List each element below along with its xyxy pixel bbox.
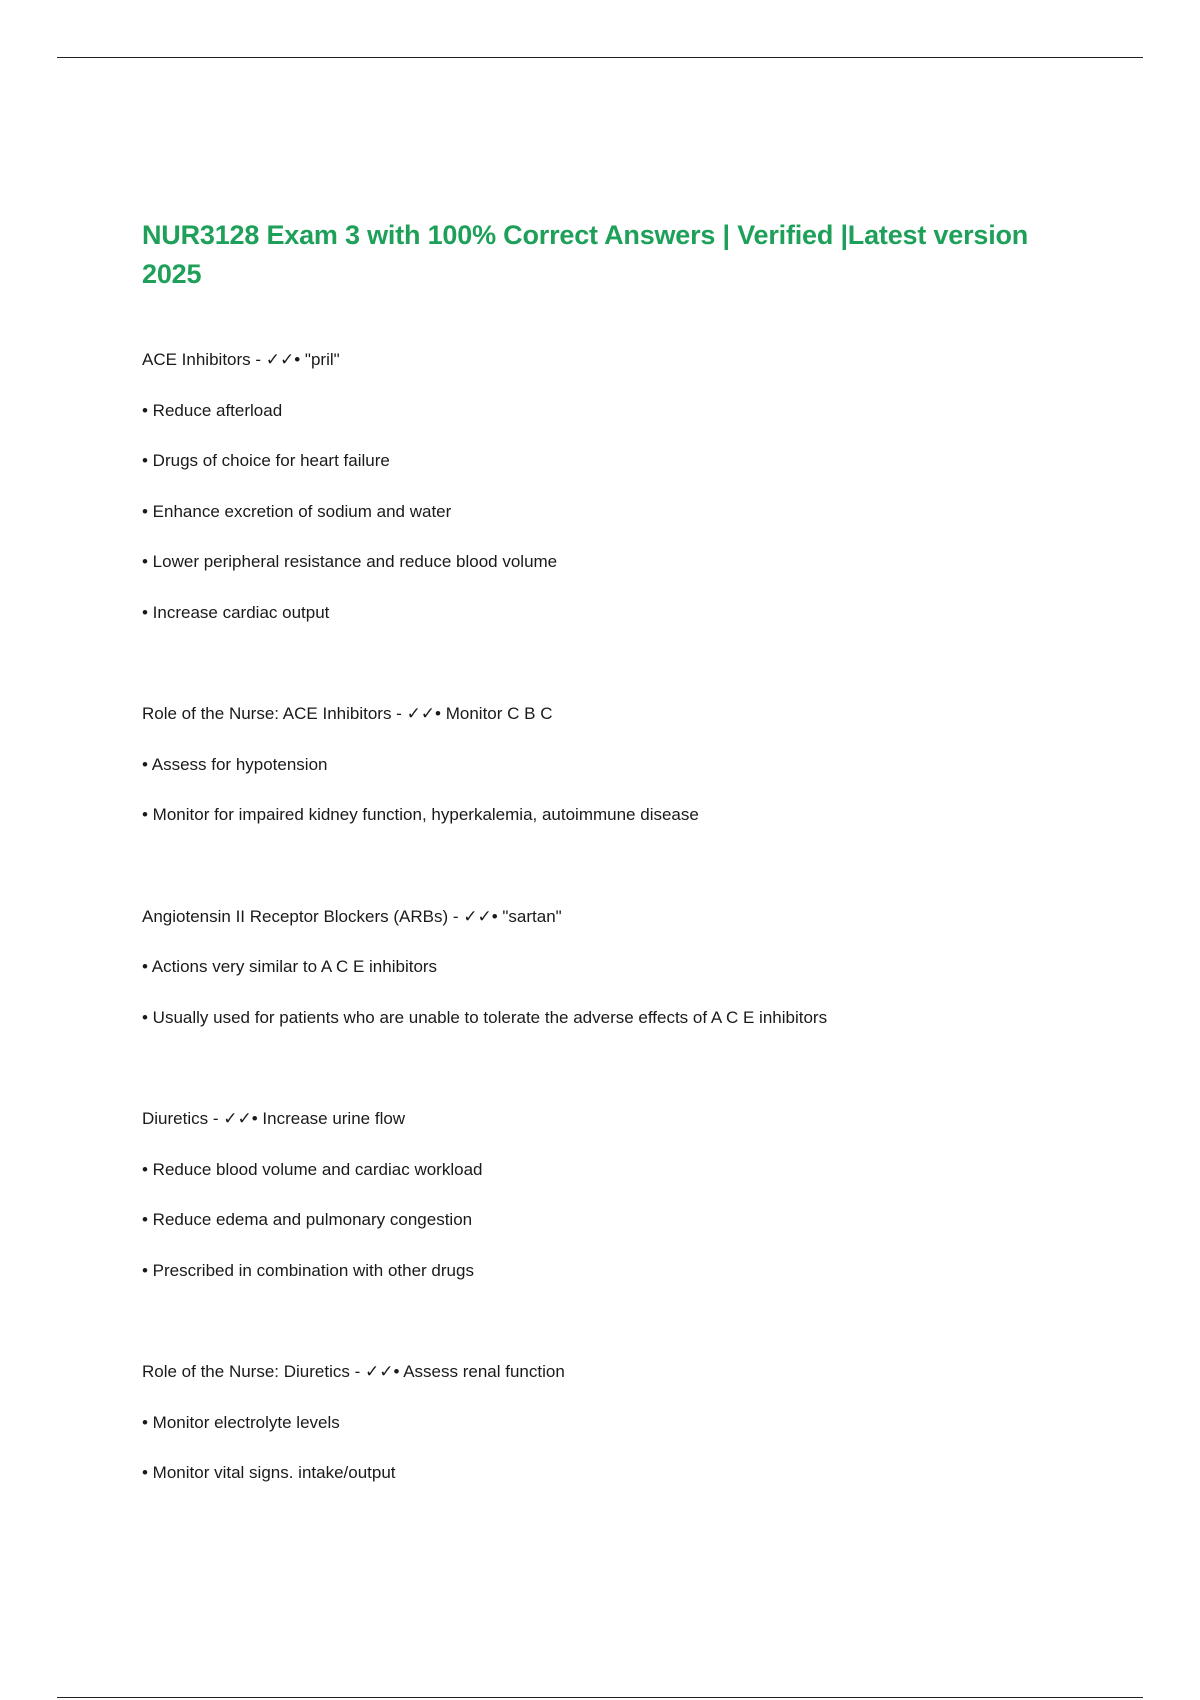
section-heading: Role of the Nurse: Diuretics - ✓✓• Assess renal function	[142, 1362, 565, 1381]
bottom-rule	[57, 1697, 1143, 1698]
bullet-item: • Monitor for impaired kidney function, hyperkalemia, autoimmune disease	[142, 805, 699, 824]
bullet-item: • Reduce afterload	[142, 400, 283, 420]
section-role-diuretics	[142, 1347, 1082, 1499]
section-arbs	[142, 892, 1082, 1044]
bullet-item: • Monitor electrolyte levels	[142, 1412, 340, 1432]
section-ace-inhibitors	[142, 335, 1082, 638]
top-rule	[57, 57, 1143, 58]
spacer	[142, 1296, 1082, 1347]
bullet-item: • Assess for hypotension	[142, 754, 328, 774]
bullet-item: • Reduce edema and pulmonary congestion	[142, 1210, 473, 1229]
bullet-item: • Actions very similar to A C E inhibitors	[142, 957, 438, 976]
section-diuretics	[142, 1094, 1082, 1296]
section-heading: Angiotensin II Receptor Blockers (ARBs) - ✓✓• "sartan"	[142, 906, 562, 926]
section-heading: Diuretics - ✓✓• Increase urine flow	[142, 1109, 406, 1128]
spacer	[142, 1043, 1082, 1094]
section-heading: ACE Inhibitors - ✓✓• "pril"	[142, 350, 340, 369]
bullet-item: • Usually used for patients who are unable to tolerate the adverse effects of A C E inhibitors	[142, 1007, 828, 1027]
bullet-item: • Increase cardiac output	[142, 602, 330, 622]
document-title: NUR3128 Exam 3 with 100% Correct Answers | Verified |Latest version 2025	[142, 220, 1029, 289]
bullet-item: • Enhance excretion of sodium and water	[142, 501, 452, 521]
spacer	[142, 638, 1082, 689]
bullet-item: • Lower peripheral resistance and reduce blood volume	[142, 552, 558, 571]
document-body	[142, 216, 1082, 1499]
spacer	[142, 294, 1082, 335]
section-heading: Role of the Nurse: ACE Inhibitors - ✓✓• Monitor C B C	[142, 704, 553, 723]
bullet-item: • Monitor vital signs. intake/output	[142, 1463, 396, 1482]
bullet-item: • Drugs of choice for heart failure	[142, 451, 390, 470]
bullet-item: • Prescribed in combination with other drugs	[142, 1260, 474, 1280]
bullet-item: • Reduce blood volume and cardiac workload	[142, 1159, 483, 1179]
spacer	[142, 841, 1082, 892]
section-role-ace-inhibitors	[142, 689, 1082, 841]
